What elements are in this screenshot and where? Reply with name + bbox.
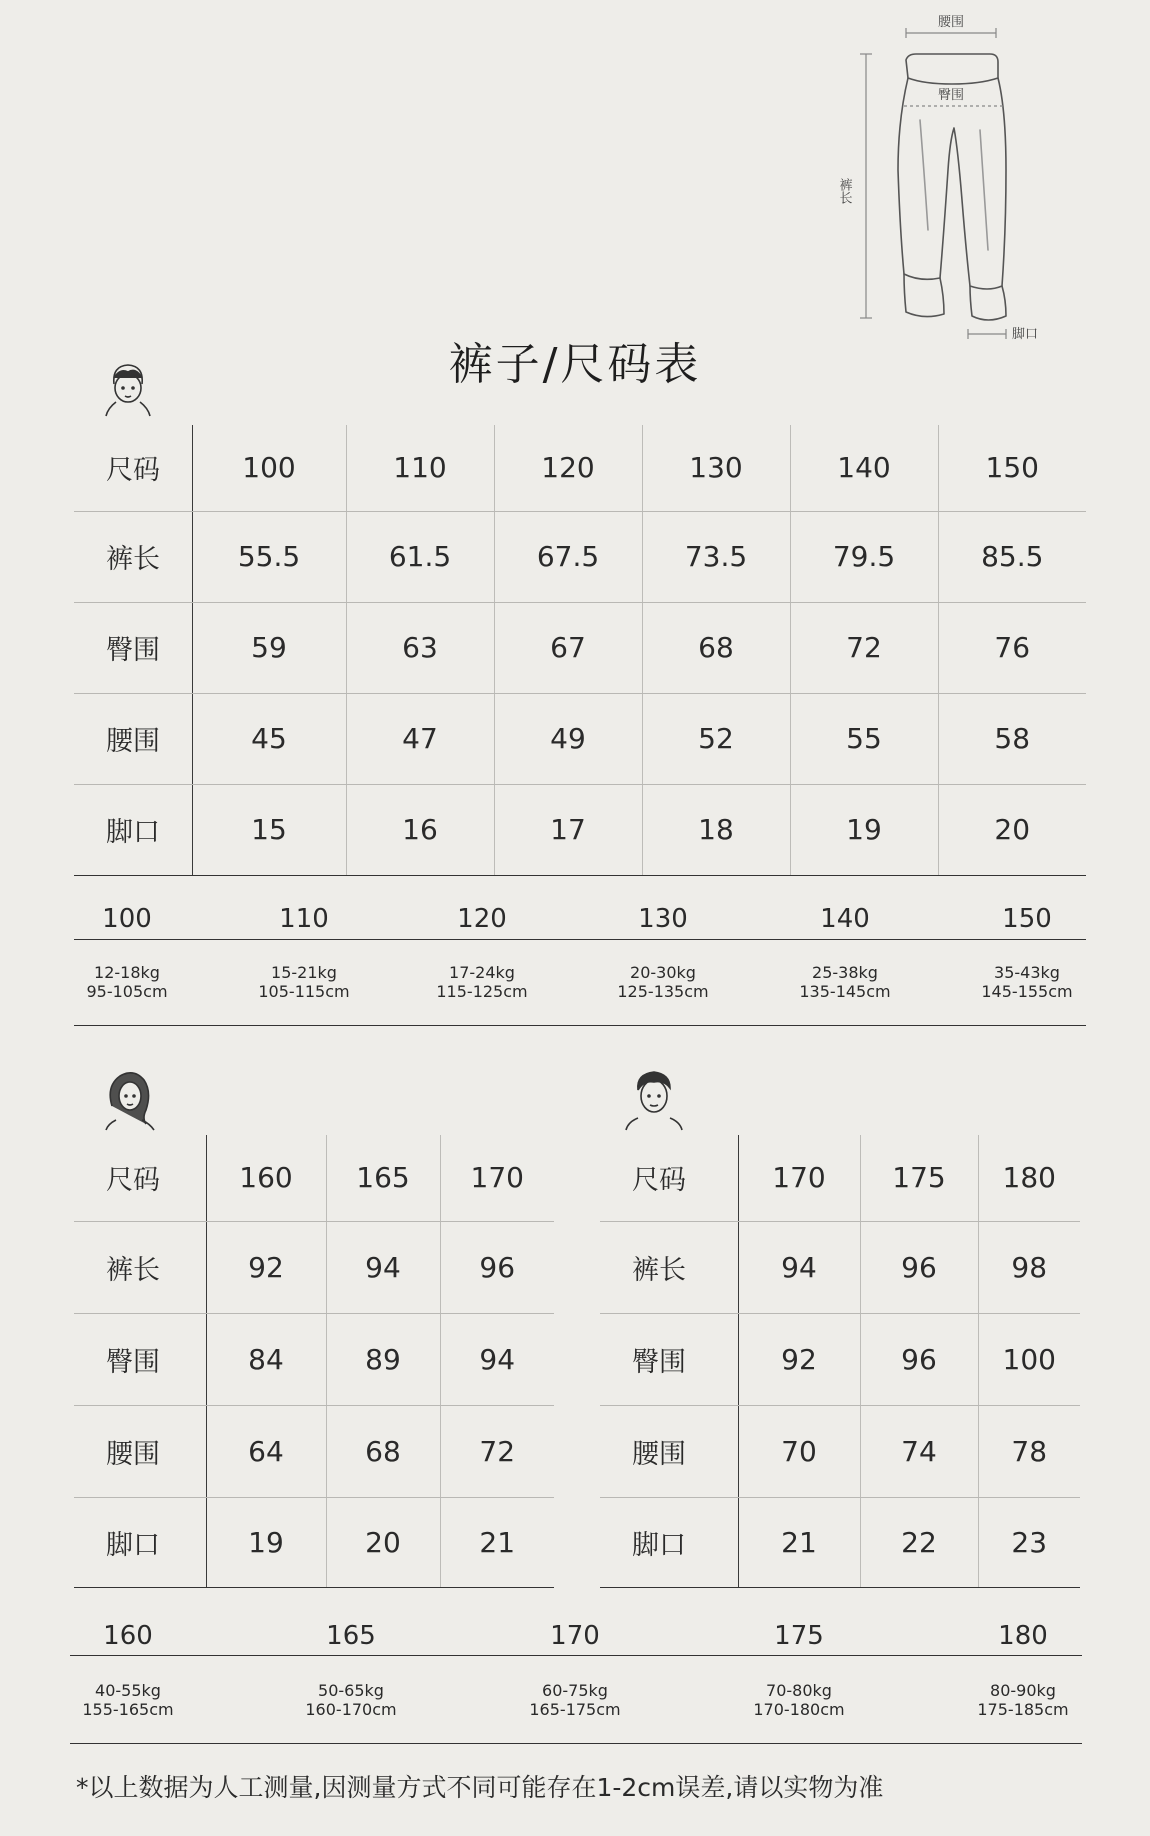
row-label: 脚口 [74, 1497, 206, 1587]
table-cell: 96 [860, 1221, 978, 1313]
table-cell: 16 [346, 784, 494, 875]
table-cell: 170 [440, 1135, 554, 1221]
table-row [74, 693, 1086, 784]
table-cell: 120 [494, 425, 642, 511]
table-cell: 18 [642, 784, 790, 875]
table-cell: 94 [326, 1221, 440, 1313]
ref-size-label: 110 [279, 904, 329, 934]
row-label: 裤长 [600, 1221, 738, 1313]
ref-weight: 50-65kg [318, 1681, 384, 1700]
ref-size-label: 180 [998, 1621, 1048, 1651]
ref-size-label: 150 [1002, 904, 1052, 934]
ref-height: 165-175cm [529, 1700, 621, 1719]
table-cell: 89 [326, 1313, 440, 1405]
ref-height: 170-180cm [753, 1700, 845, 1719]
table-header-row [74, 1135, 554, 1221]
table-cell: 94 [738, 1221, 860, 1313]
table-cell: 19 [206, 1497, 326, 1587]
table-cell: 96 [860, 1313, 978, 1405]
table-row [74, 784, 1086, 875]
kids-ref-divider [74, 939, 1086, 940]
table-cell: 100 [192, 425, 346, 511]
row-label: 臀围 [600, 1313, 738, 1405]
row-label: 脚口 [600, 1497, 738, 1587]
table-header-row [600, 1135, 1080, 1221]
table-cell: 140 [790, 425, 938, 511]
table-cell: 67.5 [494, 511, 642, 602]
row-label: 腰围 [74, 1405, 206, 1497]
table-cell: 68 [326, 1405, 440, 1497]
ref-size-label: 175 [774, 1621, 824, 1651]
table-cell: 23 [978, 1497, 1080, 1587]
table-cell: 49 [494, 693, 642, 784]
row-label: 脚口 [74, 784, 192, 875]
ref-height: 125-135cm [617, 982, 709, 1001]
table-cell: 130 [642, 425, 790, 511]
woman-avatar-icon [102, 1066, 158, 1132]
row-label: 腰围 [74, 693, 192, 784]
table-cell: 70 [738, 1405, 860, 1497]
table-cell: 175 [860, 1135, 978, 1221]
table-cell: 92 [206, 1221, 326, 1313]
adult-section-divider [70, 1743, 1082, 1744]
cuff-label: 脚口 [1012, 327, 1039, 342]
kids-size-table [74, 425, 1086, 876]
table-cell: 20 [326, 1497, 440, 1587]
ref-height: 135-145cm [799, 982, 891, 1001]
table-cell: 180 [978, 1135, 1080, 1221]
adult-ref-divider [70, 1655, 1082, 1656]
men-size-table [600, 1135, 1080, 1588]
row-label: 裤长 [74, 1221, 206, 1313]
table-cell: 21 [440, 1497, 554, 1587]
table-row [74, 1221, 554, 1313]
ref-size-label: 140 [820, 904, 870, 934]
ref-weight: 15-21kg [271, 963, 337, 982]
ref-weight: 70-80kg [766, 1681, 832, 1700]
ref-height: 175-185cm [977, 1700, 1069, 1719]
table-cell: 72 [790, 602, 938, 693]
table-cell: 84 [206, 1313, 326, 1405]
table-cell: 19 [790, 784, 938, 875]
table-cell: 92 [738, 1313, 860, 1405]
table-cell: 55 [790, 693, 938, 784]
row-label: 臀围 [74, 602, 192, 693]
table-cell: 85.5 [938, 511, 1086, 602]
table-cell: 15 [192, 784, 346, 875]
ref-size-label: 130 [638, 904, 688, 934]
table-cell: 76 [938, 602, 1086, 693]
table-cell: 110 [346, 425, 494, 511]
ref-size-label: 120 [457, 904, 507, 934]
table-cell: 21 [738, 1497, 860, 1587]
ref-height: 95-105cm [86, 982, 168, 1001]
table-row [74, 511, 1086, 602]
table-cell: 22 [860, 1497, 978, 1587]
table-cell: 72 [440, 1405, 554, 1497]
length-label: 裤长 [836, 178, 852, 204]
ref-weight: 40-55kg [95, 1681, 161, 1700]
women-size-table [74, 1135, 554, 1588]
table-row [600, 1405, 1080, 1497]
table-cell: 20 [938, 784, 1086, 875]
table-cell: 98 [978, 1221, 1080, 1313]
table-row [600, 1313, 1080, 1405]
row-label: 臀围 [74, 1313, 206, 1405]
table-row [74, 602, 1086, 693]
ref-size-label: 100 [102, 904, 152, 934]
table-cell: 170 [738, 1135, 860, 1221]
ref-size-label: 160 [103, 1621, 153, 1651]
hip-label: 臀围 [937, 88, 965, 103]
table-cell: 59 [192, 602, 346, 693]
table-cell: 61.5 [346, 511, 494, 602]
table-cell: 73.5 [642, 511, 790, 602]
ref-weight: 35-43kg [994, 963, 1060, 982]
table-cell: 63 [346, 602, 494, 693]
kids-section-divider [74, 1025, 1086, 1026]
table-cell: 160 [206, 1135, 326, 1221]
ref-height: 160-170cm [305, 1700, 397, 1719]
table-cell: 94 [440, 1313, 554, 1405]
ref-height: 105-115cm [258, 982, 350, 1001]
row-label: 尺码 [74, 1135, 206, 1221]
ref-weight: 60-75kg [542, 1681, 608, 1700]
waist-label: 腰围 [937, 15, 965, 30]
pants-diagram [820, 0, 1060, 350]
table-cell: 47 [346, 693, 494, 784]
row-label: 尺码 [74, 425, 192, 511]
row-label: 腰围 [600, 1405, 738, 1497]
ref-size-label: 165 [326, 1621, 376, 1651]
ref-height: 155-165cm [82, 1700, 174, 1719]
table-row [74, 1313, 554, 1405]
table-row [600, 1497, 1080, 1587]
ref-height: 115-125cm [436, 982, 528, 1001]
ref-weight: 12-18kg [94, 963, 160, 982]
table-cell: 52 [642, 693, 790, 784]
kid-avatar-icon [102, 358, 154, 418]
ref-height: 145-155cm [981, 982, 1073, 1001]
row-label: 裤长 [74, 511, 192, 602]
row-label: 尺码 [600, 1135, 738, 1221]
table-cell: 74 [860, 1405, 978, 1497]
table-cell: 79.5 [790, 511, 938, 602]
table-row [74, 1497, 554, 1587]
ref-weight: 80-90kg [990, 1681, 1056, 1700]
table-row [74, 1405, 554, 1497]
table-cell: 96 [440, 1221, 554, 1313]
footnote: *以上数据为人工测量,因测量方式不同可能存在1-2cm误差,请以实物为准 [76, 1773, 884, 1802]
table-cell: 17 [494, 784, 642, 875]
table-cell: 68 [642, 602, 790, 693]
table-cell: 55.5 [192, 511, 346, 602]
table-cell: 78 [978, 1405, 1080, 1497]
table-cell: 67 [494, 602, 642, 693]
table-cell: 45 [192, 693, 346, 784]
table-cell: 64 [206, 1405, 326, 1497]
ref-weight: 25-38kg [812, 963, 878, 982]
table-row [600, 1221, 1080, 1313]
man-avatar-icon [624, 1066, 684, 1132]
table-cell: 58 [938, 693, 1086, 784]
table-cell: 150 [938, 425, 1086, 511]
table-cell: 100 [978, 1313, 1080, 1405]
table-header-row [74, 425, 1086, 511]
page-title: 裤子/尺码表 [448, 339, 702, 390]
table-cell: 165 [326, 1135, 440, 1221]
ref-size-label: 170 [550, 1621, 600, 1651]
ref-weight: 17-24kg [449, 963, 515, 982]
ref-weight: 20-30kg [630, 963, 696, 982]
